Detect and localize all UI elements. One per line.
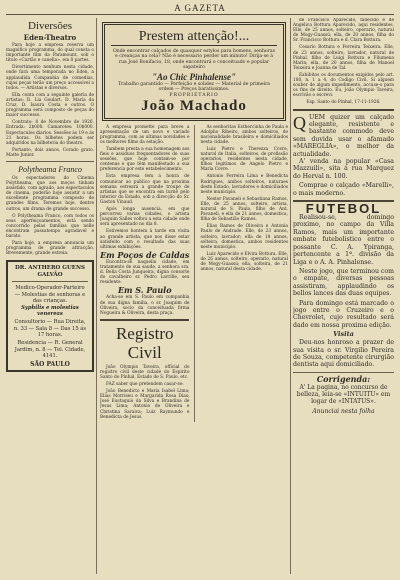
shoemaker-advertisement [102,22,286,121]
separator [12,281,88,282]
article-paragraph: Luiz Pietro e Therezza Covre, natural de Italia, solteiros, de profissão operarios, residentes nesta cidade, filhos legitimos de Angelo Pietro e Maria Covre. [200,147,288,173]
ad-headline: Prestem attenção!... [111,29,277,46]
article-paragraph: Acha-se em S. Paulo em companhia de sua digna familia, o sr. Joaquim de Oliveira, socio da conceituada firma Nogueira & Oliveira, desta praça. [100,295,190,316]
doctor-specialty-2: Syphilis e molestias venereas [21,305,79,317]
article-paragraph: O Polytheama Franco, com todos os seus aperfeiçoamentos, está sendo concorrido pelas familias que nelle encontram passatempo agradavel e barato. [6,213,94,239]
article-paragraph: Exhibitos os documentos exigidos pelo art. 180, n. 1 a 4, do Codigo Civil. Si alguem souber de algum impedimento, accuse-o para os fins de direito. Eu, João Olympio Taveira, escrivão o escrevi. [293,72,394,99]
column-divider [290,18,291,574]
article-paragraph: Deu-nos honroso a prazer de sua visita o sr. Virgilio Pereira de Souza, competente cirurgião dentista aqui domiciliado. [293,339,394,369]
visita-heading: Visita [333,330,354,339]
article-paragraph: Contrato: 8 de Novembro de 1926. Entrada: 2$000. Camarotes: 10$000. Espectaculos diarios. Sessões ás 19 e ás 21 horas. Os bilhetes podem ser adquiridos na bilheteria do theatro. [6,120,94,146]
column-divider [194,125,195,422]
article-paragraph: Neste jogo, que terminou com o empate, diversas pessoas assistiram, applaudindo os bellos lances das duas equipes. [293,267,394,298]
doctor-office: Consultorio — Rua Direita, n. 33 — Sala 8 — Das 15 ás 17 horas. [13,319,87,339]
ad-owner-label: PROPRIETARIO [169,92,219,98]
article-paragraph: Ella conta com a seguinte galeria de artistas: D. Lia Goulart, D. Maria da Cruz, D. Isaura Costa e outros. O programma será composto de peças do maior successo. [6,92,94,119]
article-paragraph: Realisou-se, domingo proximo, no campo da Villa Ramos, mais um importante embate futebolistico entre o possante C. A. Ypiranga, pertencente a 1ª. divisão da Liga e o A. A. Pinhalense. [293,214,394,266]
separator [6,161,94,162]
article-paragraph: Cesario Bottura e Ferreira Teixeira. Elle, de 23 annos, solteiro, lavrador, natural de Pinhal, filho de Luigi Bottura e Filumena Marin; ella, de 20 annos, filha de Manoel Teixeira e Joanna de Tal. [293,45,394,71]
masthead-rule [6,14,394,15]
article-paragraph: Os espectadores do Cinema Polytheama, que aos moços tinham assistido, com agrado, aos espectaculos de cinema, poderão hoje assistir a um excellente programma composto de grandes films. Teremos hoje, dentre outros, um drama de grande successo. [6,175,94,212]
shoe-ad-text: Comprae o calçado «Marelli», o mais moderno. [293,182,394,197]
drop-cap: Q [293,112,306,133]
article-paragraph: Para domingo está marcado o jogo entre o Cruzeiro e o Chevrolet, cujo resultado será dado em nossa proxima edição. [293,299,394,329]
article-paragraph: Portanto, dois annos, Corado grato. Matte Junior. [6,147,94,158]
column-left [6,18,94,574]
ad-body: Onde encontrar calçados de quasquer estylos para homens, senhoras e creanças na cela? Não é necessario perder um minuto! Dirija-se á rua José Bonifacio, 18, onde encontrará o conceituado e popular sapateiro [113,49,275,71]
shoe-ad-text: UEM quizer um calçado elegante, resistente e bastante commodo deve sem duvida usar o afamado «MAREGLIA», o melhor da actualidade. [293,113,394,158]
corrigenda-heading: Corrigenda: [316,373,371,384]
shoe-ad-text: A' venda na popular «Casa Mazzuili», sita á rua Marquez do Herval n. 100. [293,157,394,180]
article-paragraph: Para hoje, a empresa annuncia um programma de grande attracção. Brevemente, grande estreia. [6,241,94,257]
column-divider [96,18,97,574]
center-subcolumns [100,125,288,422]
masthead: A GAZETA [174,3,226,13]
ad-shop-name: "Ao Chic Pinhalense" [151,71,236,82]
ad-services: Trabalho garantido — Perfeição e solidez — Material de primeira ordem — Preços baratissimos. [117,81,271,93]
article-paragraph: Elias Ramos de Oliveira e Antonia Paulo de Andrade. Elle, de 23 annos, solteiro, lavrador; ella de 18 annos, solteira, domestica, ambos residentes neste municipio. [200,224,288,250]
article-paragraph: As senhoritas Esthercinha de Paula e Adolpho Ribeiro, ambos solteiros, de nacionalidade brasileira e domiciliados nesta cidade. [200,124,288,145]
article-paragraph: Divertimento nenhum nesta cidade, onde fará uma temporada no Eden, a applaudida Companhia de comedias, cujas peças terão um preço accessivel a todos. — Artistas e diversos. [6,65,94,91]
eden-theatro-heading: Eden-Theatro [23,33,77,42]
article-paragraph: Estivemos hontem á tarde em visita ao grande artista, que nos disse estar satisfeito com o resultado das suas ultimas exhibições. [100,229,190,250]
article-paragraph: Para hoje a empresa reserva um magnifico programma, do qual consta o importante film da Paramount, sob o titulo «Cartão e canella», em 8 partes. [6,43,94,64]
article-paragraph: de Francisco Aparecido, fallecido e de Angelica Bottura Aparecido, aqui residentes. Elle, de 25 annos, solteiro, operario, natural de Mogy-Guassú; ella, de 20 annos, filha do Sr. Francisco Bottura e d. Clara Bottura. [293,18,394,44]
article-paragraph: Encontra-se naquella cidade, em tratamento de sua saude, a senhora sra. d. Belia Costa Junqueira, digna consorte do cavalheiro sr. Pedro Lavrille, seu residente. [100,259,190,286]
registro-civil-heading: Registro Civil [115,323,174,362]
article-paragraph: Esta empresa tem a honra de comunicar ao publico que na proxima semana estreará a grande troupe de artistas que se encontra em turnê pelo interior do Estado, sob a direcção do Sr. Gaston Vinaud. [100,174,190,205]
separator [293,109,394,111]
article-paragraph: A empresa promette para breve a apresentação de um novo e variado programma, com as ultimas novidades e os melhores films da estação. [100,124,190,145]
article-paragraph: João Benedicto e Maria Isabel Lima; Elias Morriseu e Margarida Rosa Dias; José Eustaquio da Silva e Brandina de Jesus Lima; Antonio de Oliveira e Christina Saraiva; Luiz Raymundo e Benedicta de Jesus. [100,389,190,420]
center-left-subcolumn [100,125,189,422]
article-paragraph: João Olympio Taveira, official do registro civil deste cidade do Espirito Santo do Pinhal, Estado de S. Paulo, etc. [100,364,190,380]
separator [293,372,394,373]
article-paragraph: Tambem presta a sua homenagem aos fieis e assiduos frequentadores de suas sessões, que hoje contam-se por centenas e que têm manifestado a sua preferencia por este estabelecimento. [100,147,190,173]
article-paragraph: FAZ saber que pretendem casar-se: [106,382,184,388]
article-paragraph: Antonio Ferreira Lima e Benedicta Rodrigues, ambos solteiros, naturaes deste Estado, lavradores e domiciliados neste municipio. [200,174,288,195]
pocos-caldas-heading: Em Poços de Caldas [100,249,190,260]
futebol-heading: FUTEBOL [305,200,382,216]
doctor-residence: Residencia — R. General Jardim, n. 8 — Tel. Cidade, 4141. [14,340,86,360]
shoe-ad-block [293,114,394,158]
doctor-specialty: Medico-Operador-Parteiro — Molestias de senhoras e das crianças. [14,285,86,304]
center-right-subcolumn [200,125,288,422]
section-title-diversoes: Diversões [28,20,72,32]
doctor-advertisement [6,260,94,372]
doctor-city: SÃO PAULO [30,360,70,368]
footer-note: Anunciai nesta folha [312,407,375,415]
doctor-name: DR. ANTHERO GUENS GALVÃO [15,265,85,278]
corrigenda-text: A' La pagina, no concurso de belleza, leia-se «INTUITU» em logar de «INTATUS». [296,383,391,405]
article-paragraph: Após longa ausencia, em que percorreu varias cidades, o artista Joaquim Salles voltou a esta cidade onde será apresentado no dia 8. [100,207,190,228]
column-right [293,18,394,574]
sao-paulo-heading: Em S. Paulo [117,285,172,296]
ad-owner-name: João Machado [141,97,247,114]
article-paragraph: Luiz Aparecido e Elvira Bottura. Elle, de 26 annos, solteiro, operario, natural de Mogy-Guassú; ella, solteira, de 21 annos, natural desta cidade. [200,251,288,273]
article-paragraph: Nestor Pavaneli e Sebastiana Ramos, Elle, de 25 annos, solteiro, artista, natural de S. Paulo, filho de Ant. Pavaneli, e ella de 21 annos, domestica, filha de Sebastião Ramos. [200,196,288,223]
separator [100,319,189,321]
dateline: Esp. Santo do Pinhal, 17-11-1926. [306,100,381,106]
column-center [100,18,288,574]
polytheama-heading: Polytheama Franco [18,164,82,174]
